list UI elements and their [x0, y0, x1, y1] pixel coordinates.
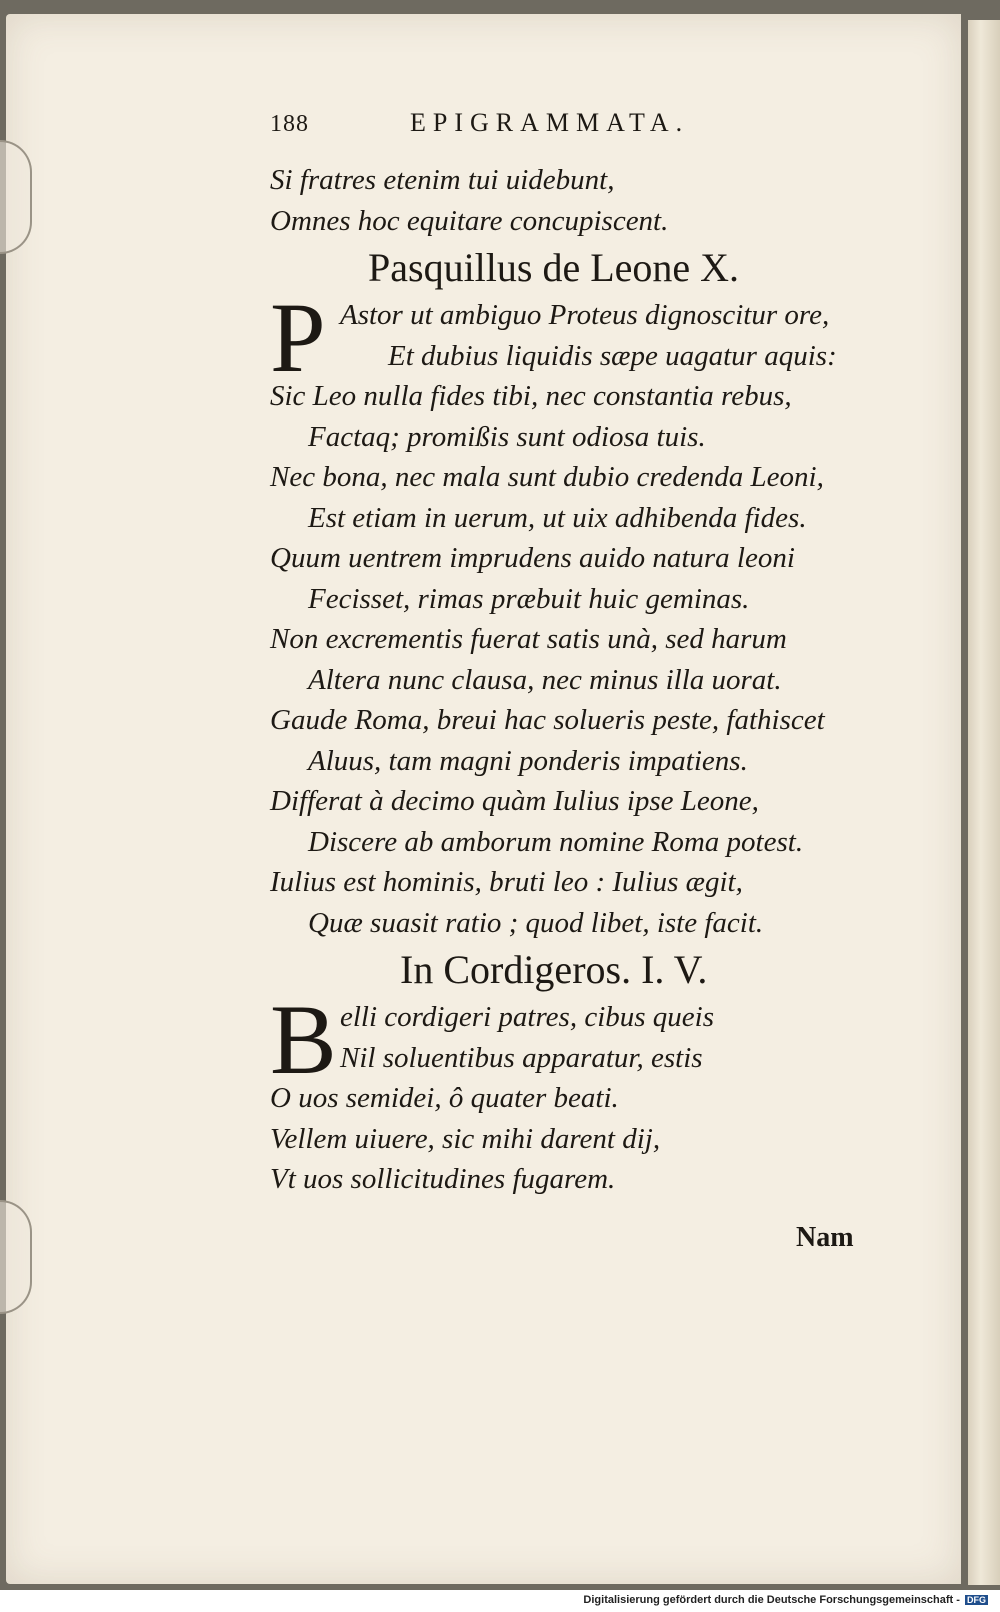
verse-line: Non excrementis fuerat satis unà, sed harum: [270, 623, 787, 655]
verse-line: Est etiam in uerum, ut uix adhibenda fides.: [308, 501, 807, 534]
verse-line: Factaq; promißis sunt odiosa tuis.: [308, 420, 706, 453]
verse-line: Sic Leo nulla fides tibi, nec constantia rebus,: [270, 380, 792, 412]
running-head: EPIGRAMMATA.: [410, 108, 690, 137]
verse-line: Astor ut ambiguo Proteus dignoscitur ore,: [340, 299, 830, 331]
credit-text: Digitalisierung gefördert durch die Deutsche Forschungsgemeinschaft -: [583, 1594, 960, 1606]
verse-line: Quæ suasit ratio ; quod libet, iste facit.: [308, 906, 764, 939]
verse-line: Vt uos sollicitudines fugarem.: [270, 1163, 616, 1195]
verse-line: Nec bona, nec mala sunt dubio credenda Leoni,: [270, 461, 824, 493]
drop-cap: B: [270, 984, 337, 1095]
poem-cordigeros: [270, 984, 870, 1200]
verse-line: Omnes hoc equitare concupiscent.: [270, 204, 669, 237]
page-header: [270, 108, 870, 160]
verse-line: Si fratres etenim tui uidebunt,: [270, 164, 615, 196]
catchword: Nam: [796, 1222, 854, 1253]
verse-line: Differat à decimo quàm Iulius ipse Leone,: [270, 785, 759, 817]
opening-lines: [270, 160, 870, 241]
facing-page-edge: [968, 20, 1000, 1585]
verse-line: Altera nunc clausa, nec minus illa uorat.: [308, 663, 782, 696]
drop-cap: P: [270, 282, 326, 393]
verse-line: Aluus, tam magni ponderis impatiens.: [308, 744, 748, 777]
poem-title-pasquillus: Pasquillus de Leone X.: [368, 245, 740, 290]
verse-line: Et dubius liquidis sæpe uagatur aquis:: [388, 339, 837, 372]
dfg-logo-icon: DFG: [967, 1595, 986, 1605]
binding-clasp-bottom: [0, 1200, 32, 1314]
verse-line: O uos semidei, ô quater beati.: [270, 1082, 619, 1114]
poem-pasquillus: [270, 282, 870, 943]
verse-line: Nil soluentibus apparatur, estis: [340, 1041, 703, 1074]
verse-line: Gaude Roma, breui hac solueris peste, fathiscet: [270, 704, 825, 736]
page-text: [270, 108, 870, 1200]
footer-credit: [583, 1594, 988, 1606]
verse-line: Vellem uiuere, sic mihi darent dij,: [270, 1122, 661, 1155]
verse-line: Iulius est hominis, bruti leo : Iulius ægit,: [270, 866, 743, 898]
verse-line: Discere ab amborum nomine Roma potest.: [308, 825, 804, 858]
binding-clasp-top: [0, 140, 32, 254]
poem-title-cordigeros: In Cordigeros. I. V.: [400, 947, 708, 992]
verse-line: Fecisset, rimas præbuit huic geminas.: [308, 582, 750, 615]
verse-line: elli cordigeri patres, cibus queis: [340, 1001, 714, 1033]
page-number: 188: [270, 111, 309, 137]
verse-line: Quum uentrem imprudens auido natura leoni: [270, 542, 795, 574]
